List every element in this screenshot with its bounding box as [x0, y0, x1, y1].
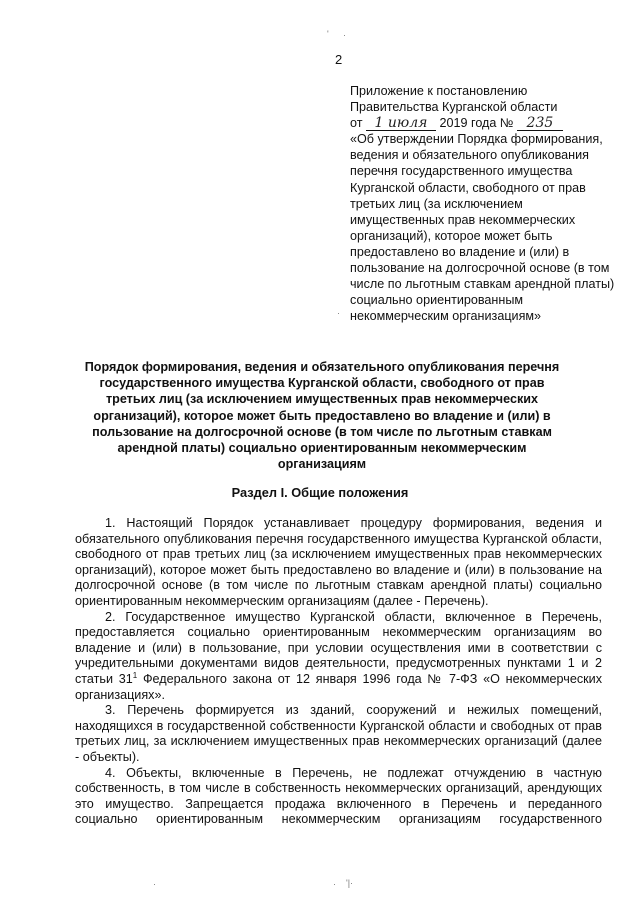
paragraph-2 — [75, 610, 602, 704]
document-title: Порядок формирования, ведения и обязательного опубликования перечня государственного имущества Курганской области, свободного от прав третьих лиц (за исключением имущественных прав некоммерческих организаций), которое может быть предоставлено во владение и (или) в пользование на долгосрочной основе (в том числе по льготным ставкам арендной платы) социально ориентированным некоммерческим организациям — [84, 360, 560, 472]
paragraph-4: 4. Объекты, включенные в Перечень, не подлежат отчуждению в частную собственность, в том числе в собственность некоммерческих организаций, арендующих это имущество. Запрещается продажа включенного в Перечень и переданного социально ориентированным некоммерческим организациям государственного — [75, 765, 602, 827]
scan-speck: · — [343, 30, 346, 40]
paragraph-2-text-b: Федерального закона от 12 января 1996 года № 7-ФЗ «О некоммерческих организациях». — [75, 671, 602, 702]
superscript-1: 1 — [132, 670, 138, 680]
handwritten-date: 1 июля — [366, 116, 436, 131]
scan-speck: '|· — [346, 878, 354, 888]
paragraph-3: 3. Перечень формируется из зданий, сооружений и нежилых помещений, находящихся в государственной собственности Курганской области и свободных от прав третьих лиц, за исключением имущественных прав некоммерческих организаций (далее - объекты). — [75, 703, 602, 764]
scan-speck: · — [337, 308, 340, 318]
annex-line-2: Правительства Курганской области — [350, 100, 558, 115]
section-heading: Раздел I. Общие положения — [231, 485, 409, 500]
annex-block — [350, 83, 615, 324]
page-number: 2 — [335, 52, 343, 67]
scan-speck: · — [153, 879, 156, 889]
scan-speck: ' — [327, 29, 329, 39]
from-label: от — [350, 116, 363, 131]
handwritten-number: 235 — [517, 116, 563, 131]
annex-subject: «Об утверждении Порядка формирования, ведения и обязательного опубликования перечня государственного имущества Курганской области, свободного от прав третьих лиц (за исключением имущественных прав некоммерческих организаций), которое может быть предоставлено во владение и (или) в пользование на долгосрочной основе (в том числе по льготным ставкам арендной платы) социально ориентированным некоммерческим организациям» — [350, 132, 615, 324]
document-body — [75, 516, 602, 828]
scan-speck: · — [333, 879, 336, 889]
paragraph-1: 1. Настоящий Порядок устанавливает процедуру формирования, ведения и обязательного опубликования перечня государственного имущества Курганской области, свободного от прав третьих лиц (за исключением имущественных прав некоммерческих организаций), которое может быть предоставлено во владение и (или) в пользование на долгосрочной основе (в том числе по льготным ставкам арендной платы) социально ориентированным некоммерческим организациям (далее - Перечень). — [75, 516, 602, 608]
annex-date-line — [350, 115, 615, 131]
paragraph-2-text-a: 2. Государственное имущество Курганской области, включенное в Перечень, предоставляется социально ориентированным некоммерческим организациям во владение и (или) в пользование, при условии осуществления ими в соответствии с учредительными документами видов деятельности, предусмотренных пунктами 1 и 2 статьи 31 — [75, 609, 602, 686]
year-label: 2019 года № — [439, 116, 514, 131]
annex-line-1: Приложение к постановлению — [350, 84, 528, 98]
